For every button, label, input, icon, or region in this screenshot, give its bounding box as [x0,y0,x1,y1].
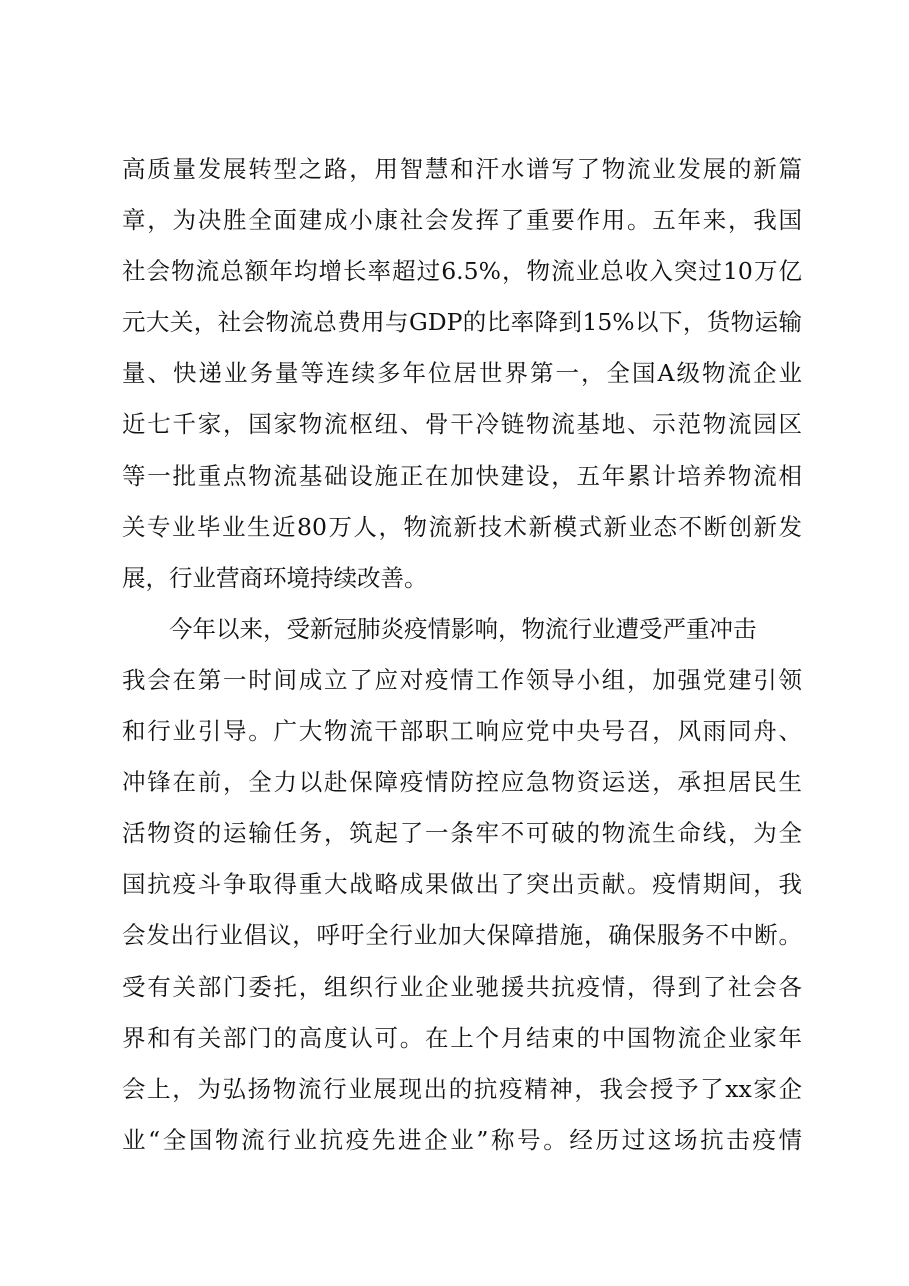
text-line: 展，行业营商环境持续改善。 [122,563,428,592]
text-line: 国抗疫斗争取得重大战略成果做出了突出贡献。疫情期间，我 [122,870,802,899]
text-line: 今年以来，受新冠肺炎疫情影响，物流行业遭受严重冲击 [169,614,757,643]
document-body [122,144,802,1166]
text-line: 近七千家，国家物流枢纽、骨干冷链物流基地、示范物流园区 [122,410,802,439]
paragraph-1 [122,144,802,604]
text-line: 关专业毕业生近80万人，物流新技术新模式新业态不断创新发 [122,512,802,541]
text-line: 高质量发展转型之路，用智慧和汗水谱写了物流业发展的新篇 [122,155,802,183]
text-line: 章，为决胜全面建成小康社会发挥了重要作用。五年来，我国 [122,206,802,235]
text-line: 量、快递业务量等连续多年位居世界第一，全国A级物流企业 [122,359,802,388]
text-line: 冲锋在前，全力以赴保障疫情防控应急物资运送，承担居民生 [122,768,802,797]
text-line: 等一批重点物流基础设施正在加快建设，五年累计培养物流相 [122,461,802,490]
text-line: 受有关部门委托，组织行业企业驰援共抗疫情，得到了社会各 [122,972,802,1001]
text-line: 元大关，社会物流总费用与GDP的比率降到15%以下，货物运输 [122,308,802,337]
text-line: 会发出行业倡议，呼吁全行业加大保障措施，确保服务不中断。 [122,921,802,950]
text-line: 会上，为弘扬物流行业展现出的抗疫精神，我会授予了xx家企 [122,1074,802,1103]
text-line: 业“全国物流行业抗疫先进企业”称号。经历过这场抗击疫情 [122,1125,802,1154]
paragraph-2 [122,604,802,1166]
text-line: 活物资的运输任务，筑起了一条牢不可破的物流生命线，为全 [122,819,802,848]
text-line: 界和有关部门的高度认可。在上个月结束的中国物流企业家年 [122,1023,802,1052]
text-line: 社会物流总额年均增长率超过6.5%，物流业总收入突过10万亿 [122,257,802,286]
text-line: 我会在第一时间成立了应对疫情工作领导小组，加强党建引领 [122,665,802,694]
text-line: 和行业引导。广大物流干部职工响应党中央号召，风雨同舟、 [122,717,802,746]
